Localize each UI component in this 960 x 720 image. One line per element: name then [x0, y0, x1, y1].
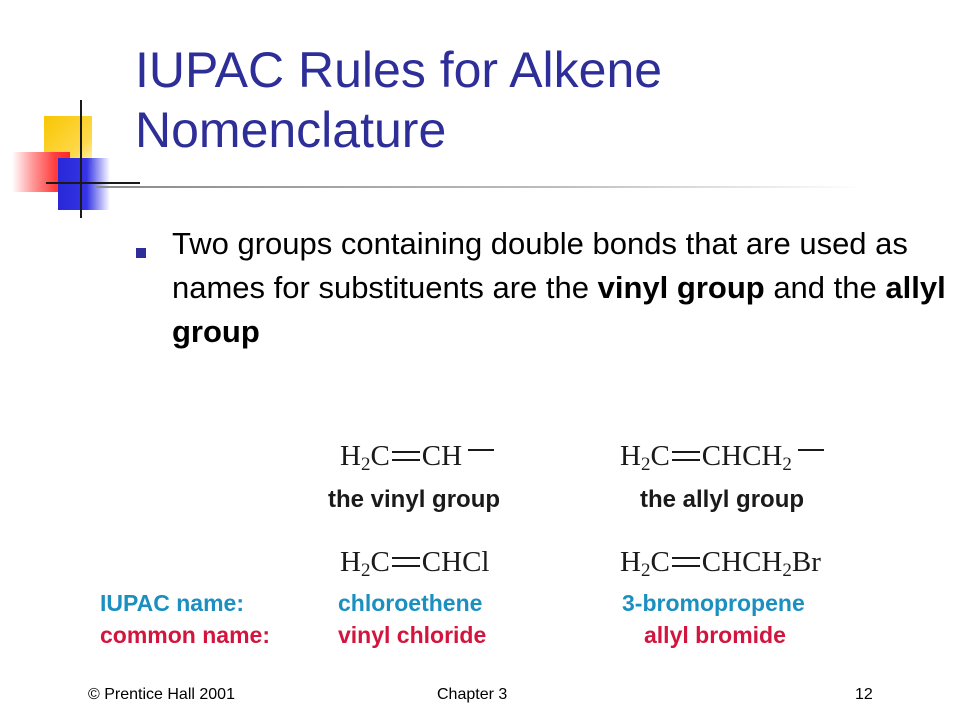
allyl-formula-c: C	[650, 440, 670, 472]
bullet-text-part2: and the	[764, 270, 886, 305]
footer-copyright: © Prentice Hall 2001	[88, 686, 235, 703]
vc-formula-sub: 2	[360, 560, 371, 581]
vc-formula-c: C	[370, 546, 390, 578]
iupac-name-label: IUPAC name:	[100, 590, 244, 616]
logo-blue-square	[58, 158, 110, 210]
footer-chapter: Chapter 3	[437, 686, 508, 703]
bullet-bold-vinyl: vinyl group	[597, 270, 765, 305]
vinyl-formula-ch: CH	[421, 440, 463, 472]
bullet-bold-allyl: allyl group	[172, 270, 946, 349]
vinyl-group-formula	[340, 440, 494, 476]
allyl-group-label: the allyl group	[640, 486, 805, 513]
title-divider	[96, 186, 864, 188]
double-bond-icon	[392, 557, 420, 567]
vinyl-common-name: vinyl chloride	[338, 622, 487, 648]
footer-page-number: 12	[855, 686, 873, 703]
ab-formula-sub: 2	[640, 560, 651, 581]
vinyl-iupac-name: chloroethene	[338, 590, 483, 616]
allyl-common-name: allyl bromide	[644, 622, 786, 648]
logo-horizontal-line	[46, 182, 140, 184]
title-line-2: Nomenclature	[135, 102, 447, 158]
single-bond-icon	[468, 449, 494, 451]
double-bond-icon	[392, 451, 420, 461]
ab-formula-h: H	[620, 546, 641, 578]
allyl-formula-chch: CHCH	[701, 440, 783, 472]
ab-formula-c: C	[650, 546, 670, 578]
decorative-logo	[0, 100, 140, 230]
vinyl-formula-sub: 2	[360, 454, 371, 475]
allyl-bromide-formula	[620, 546, 821, 582]
nomenclature-figure	[100, 430, 870, 655]
vc-formula-chcl: CHCl	[421, 546, 490, 578]
allyl-formula-right-sub: 2	[782, 454, 792, 475]
title-line-1: IUPAC Rules for Alkene	[135, 42, 663, 98]
ab-formula-br: Br	[791, 546, 821, 578]
ab-formula-sub2: 2	[782, 560, 792, 581]
allyl-formula-sub: 2	[640, 454, 651, 475]
double-bond-icon	[672, 557, 700, 567]
vinyl-formula-c: C	[370, 440, 390, 472]
single-bond-icon	[798, 449, 824, 451]
allyl-group-formula	[620, 440, 824, 476]
bullet-text-part1: Two groups containing double bonds that are used as names for substituents are the	[172, 226, 908, 305]
logo-vertical-line	[80, 100, 82, 218]
vinyl-group-label: the vinyl group	[328, 486, 501, 513]
bullet-square-icon	[136, 248, 146, 258]
double-bond-icon	[672, 451, 700, 461]
common-name-label: common name:	[100, 622, 270, 648]
bullet-text	[172, 222, 952, 354]
allyl-iupac-name: 3-bromopropene	[622, 590, 805, 616]
vinyl-chloride-formula	[340, 546, 489, 582]
ab-formula-chch: CHCH	[701, 546, 783, 578]
allyl-formula-h: H	[620, 440, 641, 472]
vc-formula-h: H	[340, 546, 361, 578]
vinyl-formula-h: H	[340, 440, 361, 472]
slide-title	[135, 40, 935, 160]
